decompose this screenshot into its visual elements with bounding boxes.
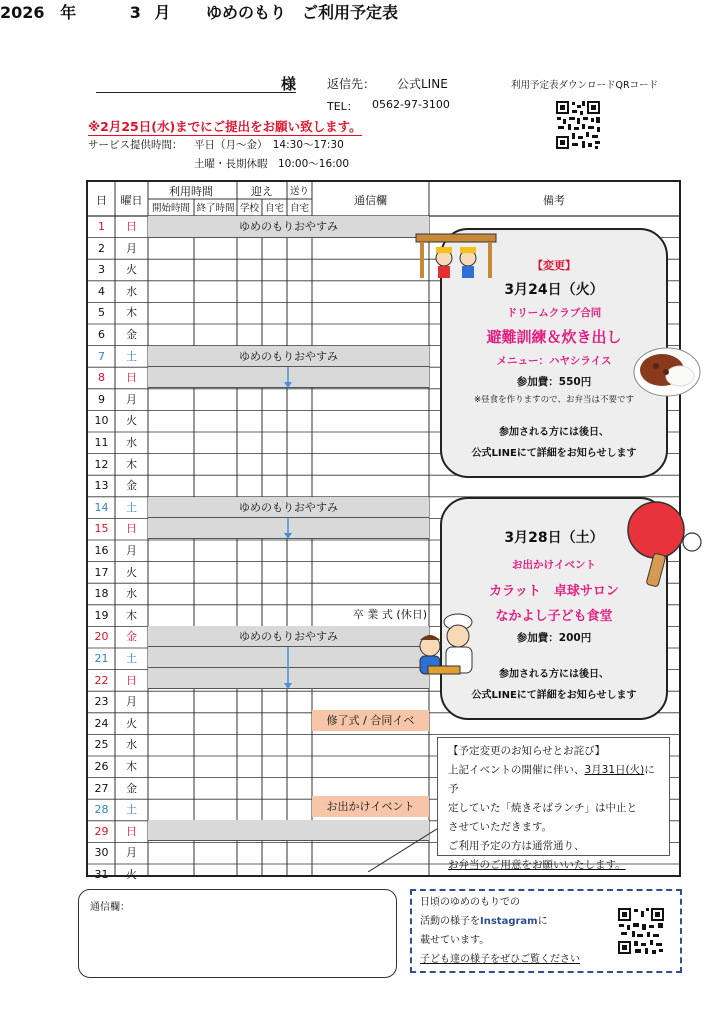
table-row-day: 20 <box>94 630 109 644</box>
down-arrow-icon <box>283 367 293 389</box>
event2-main1: カラット 卓球サロン <box>489 584 619 599</box>
qr-label: 利用予定表ダウンロードQRコード <box>511 80 659 91</box>
table-row-weekday: 木 <box>126 306 137 320</box>
table-row-weekday: 土 <box>126 652 137 665</box>
table-row-day: 11 <box>94 436 109 449</box>
table-row-day: 19 <box>94 608 109 622</box>
completion-event: 修了式 / 合同イベ <box>312 710 429 731</box>
down-arrow-icon <box>283 518 293 540</box>
closed-row-1: ゆめのもりおやすみ <box>148 216 429 238</box>
table-row-weekday: 金 <box>126 328 137 341</box>
table-row-day: 1 <box>98 220 105 233</box>
header-day: 日 <box>96 194 107 207</box>
event1-tag: 【変更】 <box>532 259 576 272</box>
table-row-weekday: 木 <box>126 608 137 622</box>
table-row-day: 23 <box>94 695 109 709</box>
table-row-day: 5 <box>98 306 105 320</box>
notice-line5: お弁当のご用意をお願いいたします。 <box>448 859 626 871</box>
chef-kid-illustration <box>408 610 478 678</box>
table-row-weekday: 金 <box>126 479 137 493</box>
outing-event: お出かけイベント <box>312 796 429 817</box>
month-unit: 月 <box>154 3 171 22</box>
tel-value: 0562-97-3100 <box>372 98 450 111</box>
service-label: サービス提供時間： <box>88 139 183 151</box>
notice-date: 3月31日(火) <box>584 764 645 776</box>
table-row-day: 10 <box>94 414 109 428</box>
event2-info2: 公式LINEにて詳細をお知らせします <box>471 690 637 701</box>
table-row-weekday: 土 <box>126 349 137 363</box>
event1-info1: 参加される方には後日、 <box>499 427 609 438</box>
table-row-day: 16 <box>94 544 109 557</box>
table-row-weekday: 月 <box>126 695 137 709</box>
table-row-weekday: 日 <box>126 371 137 385</box>
comment-box[interactable] <box>78 889 397 978</box>
header-comm: 通信欄 <box>354 194 387 207</box>
table-row-day: 18 <box>94 587 109 601</box>
table-row-day: 29 <box>94 824 109 838</box>
insta-line4: 子ども達の様子をぜひご覧ください <box>420 954 580 965</box>
closed-row-20: ゆめのもりおやすみ <box>148 626 429 647</box>
table-row-weekday: 月 <box>126 392 137 406</box>
table-row-weekday: 木 <box>126 760 137 773</box>
deadline-text: ※2月25日(水)までにご提出をお願い致します。 <box>88 119 362 134</box>
table-row-day: 8 <box>98 371 105 385</box>
table-row-day: 28 <box>94 803 109 817</box>
reply-label: 返信先： <box>327 77 376 91</box>
header-end: 終了時間 <box>196 203 235 214</box>
notice-line4: ご利用予定の方は通常通り、 <box>448 840 585 852</box>
event1-sub: ドリームクラブ合同 <box>506 307 602 319</box>
change-notice <box>437 737 670 871</box>
notice-title: 【予定変更のお知らせとお詫び】 <box>448 745 606 757</box>
notice-line2: 定していた「焼きそばランチ」は中止と <box>448 802 637 814</box>
down-arrow-icon <box>283 647 293 691</box>
event2-date: 3月28日（土） <box>504 530 604 546</box>
header-note: 備考 <box>543 194 565 207</box>
table-row-weekday: 日 <box>126 824 137 838</box>
table-row-weekday: 水 <box>126 436 137 449</box>
event2-sub: お出かけイベント <box>512 559 596 571</box>
table-row-day: 31 <box>94 868 109 881</box>
table-row-day: 6 <box>98 328 105 341</box>
header-home: 自宅 <box>264 203 284 214</box>
table-row-weekday: 月 <box>126 846 137 860</box>
closed-row-7: ゆめのもりおやすみ <box>148 346 429 367</box>
table-row-day: 24 <box>94 716 109 730</box>
table-row-day: 17 <box>94 565 109 579</box>
event1-menu: メニュー：ハヤシライス <box>496 355 612 367</box>
table-row-day: 13 <box>94 479 109 493</box>
table-row-weekday: 水 <box>126 738 137 752</box>
table-row-day: 21 <box>94 652 109 665</box>
month: 3 <box>129 3 141 22</box>
table-row-day: 2 <box>98 241 105 255</box>
table-row-weekday: 月 <box>126 241 137 255</box>
header-school: 学校 <box>239 203 259 214</box>
table-row-day: 27 <box>94 781 109 795</box>
insta-line3: 載せています。 <box>420 935 490 946</box>
table-row-day: 25 <box>94 738 109 752</box>
kids-cooking-illustration <box>414 230 498 280</box>
comment-label: 通信欄： <box>90 902 130 913</box>
instagram-qr-code-icon[interactable] <box>617 907 665 955</box>
insta-line1: 日頃のゆめのもりでの <box>420 897 520 908</box>
year-unit: 年 <box>60 3 77 22</box>
table-row-weekday: 金 <box>126 781 137 795</box>
table-row-weekday: 火 <box>126 565 137 579</box>
leader-line <box>368 822 448 872</box>
event2-info1: 参加される方には後日、 <box>499 669 609 680</box>
reply-value: 公式LINE <box>397 77 448 91</box>
page-title <box>0 0 724 23</box>
event1-main: 避難訓練＆炊き出し <box>486 328 622 346</box>
event1-date: 3月24日（火） <box>504 282 604 298</box>
table-row-day: 3 <box>98 263 105 277</box>
closed-row-14: ゆめのもりおやすみ <box>148 497 429 518</box>
table-row-weekday: 月 <box>126 544 137 557</box>
table-row-day: 22 <box>94 673 109 687</box>
event2-fee: 参加費：200円 <box>516 632 592 644</box>
ping-pong-paddle-illustration <box>622 498 706 594</box>
sama-label: 様 <box>281 75 297 93</box>
name-underline <box>96 92 296 93</box>
event1-note: ※昼食を作りますので、お弁当は不要です <box>474 395 634 405</box>
table-row-day: 14 <box>94 500 109 514</box>
qr-code-icon[interactable] <box>555 100 601 150</box>
table-row-weekday: 金 <box>126 630 137 644</box>
event1-info2: 公式LINEにて詳細をお知らせします <box>471 448 637 459</box>
table-row-day: 15 <box>94 522 109 536</box>
table-row-weekday: 火 <box>126 414 137 428</box>
notice-line3: させていただきます。 <box>448 821 553 833</box>
table-row-day: 4 <box>98 284 105 298</box>
table-row-weekday: 火 <box>126 263 137 277</box>
table-row-weekday: 火 <box>126 868 137 881</box>
table-row-weekday: 木 <box>126 457 137 471</box>
hayashi-rice-illustration <box>632 342 702 398</box>
table-row-day: 9 <box>98 392 105 406</box>
table-row-weekday: 水 <box>126 587 137 601</box>
table-row-weekday: 土 <box>126 803 137 817</box>
table-row-weekday: 日 <box>126 673 137 687</box>
event2-main2: なかよし子ども食堂 <box>495 609 613 624</box>
header-pickup: 迎え <box>251 185 273 198</box>
table-row-day: 12 <box>94 457 109 471</box>
graduation-note: 卒 業 式 (休日) <box>352 608 427 621</box>
table-row-weekday: 土 <box>126 500 137 514</box>
title-text: ゆめのもり ご利用予定表 <box>206 3 399 22</box>
tel-label: TEL： <box>327 100 358 113</box>
header-home2: 自宅 <box>289 203 309 214</box>
header-weekday: 曜日 <box>120 194 143 207</box>
table-row-day: 26 <box>94 760 109 773</box>
table-row-day: 30 <box>94 846 109 860</box>
table-row-weekday: 日 <box>126 220 137 233</box>
weekday-hours: 平日（月～金） 14:30～17:30 <box>194 139 344 151</box>
notice-line1: 上記イベントの開催に伴い、3月31日(火)に予 <box>448 764 655 795</box>
event1-fee: 参加費：550円 <box>516 376 592 388</box>
table-row-weekday: 日 <box>126 522 137 536</box>
table-row-day: 7 <box>98 349 105 363</box>
header-dropoff: 送り <box>289 186 309 197</box>
year: 2026 <box>0 3 45 22</box>
table-row-weekday: 水 <box>126 284 137 298</box>
header-usage: 利用時間 <box>169 185 213 198</box>
table-row-weekday: 火 <box>126 716 137 730</box>
holiday-hours: 土曜・長期休暇 10:00～16:00 <box>194 158 350 170</box>
header-start: 開始時間 <box>151 203 190 214</box>
insta-line2: 活動の様子をInstagramに <box>420 916 548 927</box>
